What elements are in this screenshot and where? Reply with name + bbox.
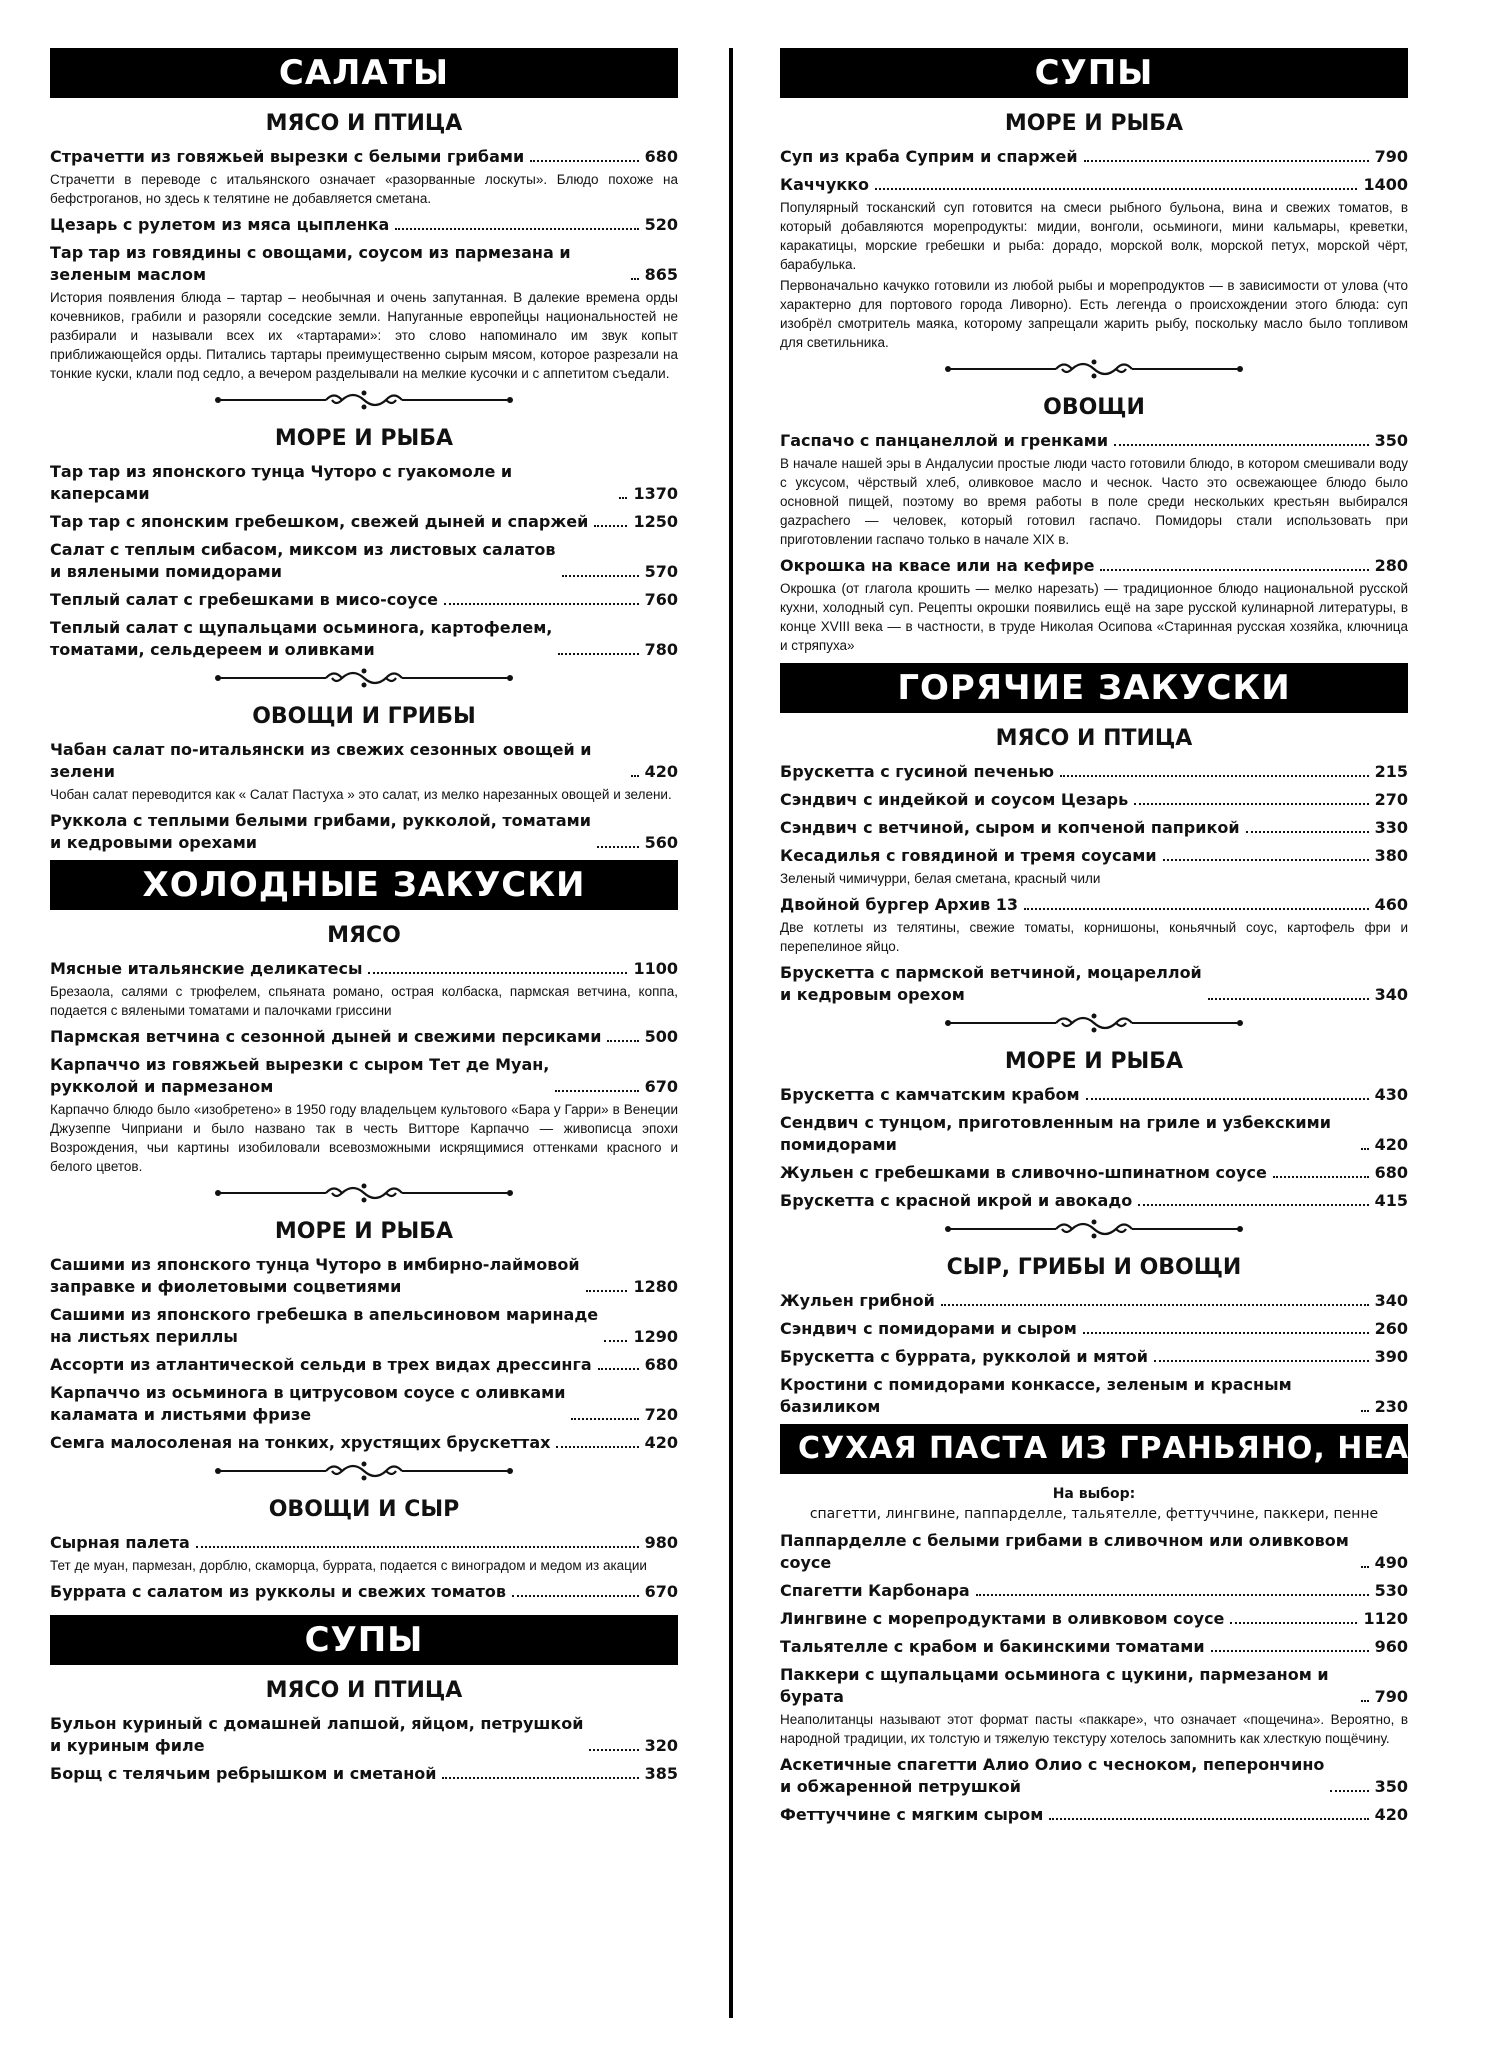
menu-item-name: Сэндвич с ветчиной, сыром и копченой паприкой <box>780 818 1240 837</box>
menu-item-name: Гаспачо с панцанеллой и гренками <box>780 431 1109 450</box>
ornament-divider <box>780 356 1408 382</box>
dot-leader <box>604 1340 627 1342</box>
dot-leader <box>594 525 627 527</box>
menu-item-price: 420 <box>644 1433 678 1452</box>
menu-item-name: Бульон куриный с домашней лапшой, яйцом, петрушкой и куриным филе <box>50 1714 584 1755</box>
dot-leader <box>444 603 639 605</box>
menu-item <box>780 1754 1408 1798</box>
dot-leader <box>1083 1332 1369 1334</box>
menu-item <box>780 761 1408 783</box>
menu-item-price: 790 <box>1374 1687 1408 1706</box>
menu-item-name: Каччукко <box>780 175 869 194</box>
menu-item <box>780 555 1408 577</box>
menu-item-price: 280 <box>1374 556 1408 575</box>
menu-item-description: Брезаола, салями с трюфелем, спьяната романо, острая колбаска, пармская ветчина, коппа, подается с вялеными томатами и палочками гриссини <box>50 984 678 1018</box>
menu-item-name: Двойной бургер Архив 13 <box>780 895 1019 914</box>
menu-item-price: 865 <box>644 265 678 284</box>
dot-leader <box>1211 1650 1369 1652</box>
dot-leader <box>976 1594 1369 1596</box>
dot-leader <box>1361 1148 1369 1150</box>
menu-item <box>780 894 1408 916</box>
menu-item-price: 670 <box>644 1077 678 1096</box>
menu-item <box>780 1804 1408 1826</box>
ornament-icon <box>944 356 1244 382</box>
menu-item-name: Карпаччо из осьминога в цитрусовом соусе с оливками каламата и листьями фризе <box>50 1383 566 1424</box>
dot-leader <box>597 846 639 848</box>
dot-leader <box>1163 859 1369 861</box>
menu-item-price: 570 <box>644 562 678 581</box>
menu-item <box>780 817 1408 839</box>
menu-item <box>50 958 678 980</box>
menu-item-name: Спагетти Карбонара <box>780 1581 970 1600</box>
dot-leader <box>395 228 638 230</box>
menu-list <box>50 461 678 661</box>
menu-item <box>50 1054 678 1098</box>
menu-item <box>780 1530 1408 1574</box>
dot-leader <box>1084 160 1369 162</box>
subheader-cold-meat: МЯСО <box>327 923 401 948</box>
section-header-hot-appetizers: ГОРЯЧИЕ ЗАКУСКИ <box>780 663 1408 713</box>
dot-leader <box>558 653 638 655</box>
dot-leader <box>555 1090 638 1092</box>
menu-item-name: Сырная палета <box>50 1533 190 1552</box>
menu-list <box>780 1530 1408 1826</box>
menu-item-price: 1250 <box>633 512 678 531</box>
menu-item-description: История появления блюда – тартар – необычная и очень запутанная. В далекие времена орды кочевников, грабили и разоряли соседские земли. Напуганные европейцы национальностей не разбирали и называли всех их «тартарами»: это слово напоминало им звук копыт приближающейся орды. Питались тартары преимущественно сырым мясом, которое разрезали на тонкие куски, клали под седло, а вечером разделывали на мелкие кусочки и с аппетитом съедали. <box>50 290 678 381</box>
menu-item <box>50 1382 678 1426</box>
subheader-salads-veg: ОВОЩИ И ГРИБЫ <box>252 704 476 729</box>
menu-item-name: Окрошка на квасе или на кефире <box>780 556 1095 575</box>
menu-item-name: Брускетта с пармской ветчиной, моцареллой и кедровым орехом <box>780 963 1202 1004</box>
dot-leader <box>1361 1700 1369 1702</box>
menu-item-price: 530 <box>1374 1581 1408 1600</box>
menu-item <box>780 845 1408 867</box>
section-header-soups: СУПЫ <box>780 48 1408 98</box>
dot-leader <box>1230 1622 1357 1624</box>
dot-leader <box>571 1418 638 1420</box>
menu-item <box>50 1026 678 1048</box>
menu-item-name: Брускетта с гусиной печенью <box>780 762 1055 781</box>
menu-item-price: 340 <box>1374 1291 1408 1310</box>
menu-item-name: Брускетта с камчатским крабом <box>780 1085 1080 1104</box>
dot-leader <box>442 1777 638 1779</box>
menu-item <box>50 242 678 286</box>
pasta-choice-label: На выбор: <box>1052 1486 1136 1502</box>
subheader-soups-veg: ОВОЩИ <box>1043 395 1145 420</box>
menu-item <box>50 739 678 783</box>
menu-item-name: Сэндвич с помидорами и сыром <box>780 1319 1077 1338</box>
menu-item-name: Борщ с телячьим ребрышком и сметаной <box>50 1764 437 1783</box>
menu-item-name: Феттуччине с мягким сыром <box>780 1805 1044 1824</box>
dot-leader <box>1330 1790 1368 1792</box>
menu-item-name: Пармская ветчина с сезонной дыней и свежими персиками <box>50 1027 602 1046</box>
menu-item <box>780 1580 1408 1602</box>
menu-item-price: 230 <box>1374 1397 1408 1416</box>
dot-leader <box>530 160 638 162</box>
menu-item-price: 260 <box>1374 1319 1408 1338</box>
menu-item-price: 980 <box>644 1533 678 1552</box>
menu-item-price: 680 <box>644 147 678 166</box>
subheader-soups-fish: МОРЕ И РЫБА <box>1004 111 1184 136</box>
subheader-cold-fish: МОРЕ И РЫБА <box>274 1219 454 1244</box>
section-header-salads: САЛАТЫ <box>50 48 678 98</box>
menu-item-description: Страчетти в переводе с итальянского означает «разорванные лоскуты». Блюдо похоже на бефстроганов, но здесь к телятине не добавляется сметана. <box>50 172 678 206</box>
dot-leader <box>941 1304 1369 1306</box>
menu-list <box>780 146 1408 352</box>
dot-leader <box>586 1290 628 1292</box>
menu-item-price: 680 <box>644 1355 678 1374</box>
menu-item-name: Тар тар из японского тунца Чуторо с гуакомоле и каперсами <box>50 462 513 503</box>
menu-item <box>50 511 678 533</box>
left-column <box>50 48 678 1785</box>
menu-item-description: Популярный тосканский суп готовится на смеси рыбного бульона, вина и свежих томатов, в который добавляются морепродукты: мидии, вонголи, осьминоги, мини кальмары, креветки, каракатицы, морские гребешки и рыба: дорадо, морской волк, морской петух, морской чёрт, барабулька. <box>780 200 1408 272</box>
menu-item-name: Салат с теплым сибасом, миксом из листовых салатов и вялеными помидорами <box>50 540 556 581</box>
dot-leader <box>1114 444 1369 446</box>
menu-item <box>780 1374 1408 1418</box>
dot-leader <box>1134 803 1368 805</box>
ornament-divider <box>50 665 678 691</box>
menu-item <box>50 214 678 236</box>
menu-item <box>780 1190 1408 1212</box>
menu-item-price: 1290 <box>633 1327 678 1346</box>
right-column <box>780 48 1511 1826</box>
dot-leader <box>1060 775 1369 777</box>
menu-list <box>780 430 1408 655</box>
ornament-divider <box>50 387 678 413</box>
menu-item-price: 1400 <box>1363 175 1408 194</box>
menu-item-name: Сэндвич с индейкой и соусом Цезарь <box>780 790 1129 809</box>
menu-item-price: 1280 <box>633 1277 678 1296</box>
menu-item <box>780 1636 1408 1658</box>
menu-list <box>50 1713 678 1785</box>
menu-item-price: 380 <box>1374 846 1408 865</box>
subheader-soups-meat: МЯСО И ПТИЦА <box>265 1678 463 1703</box>
menu-item-name: Паккери с щупальцами осьминога с цукини, пармезаном и бурата <box>780 1665 1329 1706</box>
ornament-divider <box>50 1458 678 1484</box>
menu-item-name: Кесадилья с говядиной и тремя соусами <box>780 846 1157 865</box>
menu-item-price: 460 <box>1374 895 1408 914</box>
menu-item-name: Сендвич с тунцом, приготовленным на гриле и узбекскими помидорами <box>780 1113 1331 1154</box>
pasta-choice-list: спагетти, лингвине, паппарделле, тальятелле, феттуччине, паккери, пенне <box>809 1506 1379 1522</box>
section-header-soups-left: СУПЫ <box>50 1615 678 1665</box>
ornament-icon <box>214 387 514 413</box>
menu-item <box>50 617 678 661</box>
menu-list <box>50 958 678 1176</box>
menu-item-description: Зеленый чимичурри, белая сметана, красный чили <box>780 871 1101 886</box>
column-divider <box>729 48 733 2018</box>
menu-item <box>780 1162 1408 1184</box>
menu-item <box>50 1432 678 1454</box>
menu-item-name: Лингвине с морепродуктами в оливковом соусе <box>780 1609 1225 1628</box>
section-header-pasta: СУХАЯ ПАСТА ИЗ ГРАНЬЯНО, НЕАПОЛЬ <box>780 1424 1408 1474</box>
menu-item <box>50 461 678 505</box>
menu-list <box>780 1084 1408 1212</box>
menu-item-description: Карпаччо блюдо было «изобретено» в 1950 году владельцем культового «Бара у Гарри» в Венеции Джузеппе Чиприани и было названо так в честь Витторе Карпаччо — живописца эпохи Возрождения, чьи картины изобиловали всевозможными искрящимися оттенками красного и белого цветов. <box>50 1102 678 1174</box>
menu-item-name: Ассорти из атлантической сельди в трех видах дрессинга <box>50 1355 592 1374</box>
ornament-divider <box>780 1216 1408 1242</box>
menu-item-price: 270 <box>1374 790 1408 809</box>
subheader-hot-fish: МОРЕ И РЫБА <box>1004 1049 1184 1074</box>
dot-leader <box>562 575 639 577</box>
menu-item-description: Чобан салат переводится как « Салат Пастуха » это салат, из мелко нарезанных овощей и зелени. <box>50 787 672 802</box>
menu-item-price: 420 <box>644 762 678 781</box>
menu-item-name: Карпаччо из говяжьей вырезки с сыром Тет де Муан, рукколой и пармезаном <box>50 1055 550 1096</box>
menu-item-price: 780 <box>644 640 678 659</box>
menu-item-name: Паппарделле с белыми грибами в сливочном или оливковом соусе <box>780 1531 1349 1572</box>
menu-item-price: 490 <box>1374 1553 1408 1572</box>
subheader-hot-cheese: СЫР, ГРИБЫ И ОВОЩИ <box>946 1255 1242 1280</box>
dot-leader <box>607 1040 638 1042</box>
menu-item <box>780 962 1408 1006</box>
menu-item-name: Страчетти из говяжьей вырезки с белыми грибами <box>50 147 525 166</box>
section-header-cold-appetizers: ХОЛОДНЫЕ ЗАКУСКИ <box>50 860 678 910</box>
dot-leader <box>598 1368 639 1370</box>
menu-item <box>780 1664 1408 1708</box>
menu-item-name: Суп из краба Суприм и спаржей <box>780 147 1078 166</box>
menu-item-name: Семга малосоленая на тонких, хрустящих брускеттах <box>50 1433 551 1452</box>
menu-item-price: 340 <box>1374 985 1408 1004</box>
menu-item-price: 390 <box>1374 1347 1408 1366</box>
menu-item-name: Теплый салат с щупальцами осьминога, картофелем, томатами, сельдереем и оливками <box>50 618 553 659</box>
menu-list <box>50 739 678 854</box>
dot-leader <box>1100 569 1368 571</box>
subheader-cold-cheese: ОВОЩИ И СЫР <box>268 1497 460 1522</box>
dot-leader <box>1086 1098 1369 1100</box>
dot-leader <box>1246 831 1369 833</box>
menu-item <box>780 789 1408 811</box>
menu-item-name: Мясные итальянские деликатесы <box>50 959 363 978</box>
menu-item <box>50 810 678 854</box>
menu-item-name: Руккола с теплыми белыми грибами, рукколой, томатами и кедровыми орехами <box>50 811 591 852</box>
menu-item <box>50 146 678 168</box>
dot-leader <box>1361 1566 1369 1568</box>
dot-leader <box>631 278 639 280</box>
menu-item-price: 670 <box>644 1582 678 1601</box>
menu-item-name: Кростини с помидорами конкассе, зеленым и красным базиликом <box>780 1375 1292 1416</box>
menu-item-price: 500 <box>644 1027 678 1046</box>
dot-leader <box>619 497 627 499</box>
dot-leader <box>512 1595 639 1597</box>
menu-list <box>50 1532 678 1603</box>
menu-item-price: 760 <box>644 590 678 609</box>
menu-item-price: 415 <box>1374 1191 1408 1210</box>
dot-leader <box>1138 1204 1368 1206</box>
menu-item-name: Аскетичные спагетти Алио Олио с чесноком, пеперончино и обжаренной петрушкой <box>780 1755 1325 1796</box>
menu-item-description: В начале нашей эры в Андалусии простые люди часто готовили блюдо, в котором смешивали воду с уксусом, чёрствый хлеб, оливковое масло и чеснок. Часто это освежающее блюдо было основной пищей, поэтому во время работы в поле среди нескольких крестьян выбирался gazpachero — человек, который готовил гаспачо. Помидоры стали использовать при приготовлении гаспачо только в начале XIX в. <box>780 456 1408 547</box>
menu-item-description: Две котлеты из телятины, свежие томаты, корнишоны, коньячный соус, картофель фри и перепелиное яйцо. <box>780 920 1408 954</box>
menu-item-name: Тальятелле с крабом и бакинскими томатами <box>780 1637 1205 1656</box>
menu-item-price: 520 <box>644 215 678 234</box>
menu-item-name: Сашими из японского тунца Чуторо в имбирно-лаймовой заправке и фиолетовыми соцветиями <box>50 1255 580 1296</box>
menu-item-price: 960 <box>1374 1637 1408 1656</box>
menu-item-description: Тет де муан, пармезан, дорблю, скаморца, буррата, подается с виноградом и медом из акации <box>50 1558 647 1573</box>
dot-leader <box>631 775 639 777</box>
dot-leader <box>1273 1176 1369 1178</box>
menu-item-name: Брускетта с красной икрой и авокадо <box>780 1191 1133 1210</box>
menu-item-price: 385 <box>644 1764 678 1783</box>
menu-item-name: Тар тар с японским гребешком, свежей дыней и спаржей <box>50 512 589 531</box>
menu-item <box>780 146 1408 168</box>
menu-item <box>780 430 1408 452</box>
menu-list <box>50 146 678 383</box>
menu-item-name: Буррата с салатом из рукколы и свежих томатов <box>50 1582 506 1601</box>
menu-item-price: 1100 <box>633 959 678 978</box>
menu-item-price: 1370 <box>633 484 678 503</box>
menu-item-price: 720 <box>644 1405 678 1424</box>
menu-item <box>50 1254 678 1298</box>
menu-item-name: Тар тар из говядины с овощами, соусом из пармезана и зеленым маслом <box>50 243 571 284</box>
menu-item-price: 330 <box>1374 818 1408 837</box>
menu-list <box>780 1290 1408 1418</box>
ornament-icon <box>214 665 514 691</box>
menu-item <box>780 1290 1408 1312</box>
menu-item-price: 350 <box>1374 431 1408 450</box>
menu-item-name: Чабан салат по-итальянски из свежих сезонных овощей и зелени <box>50 740 592 781</box>
menu-item-name: Цезарь с рулетом из мяса цыпленка <box>50 215 390 234</box>
menu-item-name: Теплый салат с гребешками в мисо-соусе <box>50 590 439 609</box>
dot-leader <box>1154 1360 1369 1362</box>
dot-leader <box>196 1546 639 1548</box>
menu-item-price: 215 <box>1374 762 1408 781</box>
subheader-hot-meat: МЯСО И ПТИЦА <box>995 726 1193 751</box>
menu-item <box>780 1084 1408 1106</box>
menu-item-price: 420 <box>1374 1805 1408 1824</box>
menu-item-name: Брускетта с буррата, рукколой и мятой <box>780 1347 1148 1366</box>
menu-item-price: 320 <box>644 1736 678 1755</box>
menu-item <box>50 1354 678 1376</box>
ornament-icon <box>214 1180 514 1206</box>
menu-list <box>780 761 1408 1006</box>
menu-item-price: 430 <box>1374 1085 1408 1104</box>
menu-item-price: 680 <box>1374 1163 1408 1182</box>
dot-leader <box>1024 908 1369 910</box>
menu-item <box>50 1763 678 1785</box>
dot-leader <box>1208 998 1369 1000</box>
menu-item-name: Жульен грибной <box>780 1291 935 1310</box>
menu-item-description: Неаполитанцы называют этот формат пасты «паккаре», что означает «пощечина». Вероятно, в народной традиции, их толстую и тяжелую текстуру хотелось запомнить как хлесткую пощёчину. <box>780 1712 1408 1746</box>
dot-leader <box>1361 1410 1369 1412</box>
ornament-icon <box>944 1010 1244 1036</box>
menu-list <box>50 1254 678 1454</box>
menu-item <box>780 1608 1408 1630</box>
ornament-icon <box>214 1458 514 1484</box>
menu-item-price: 350 <box>1374 1777 1408 1796</box>
ornament-divider <box>780 1010 1408 1036</box>
subheader-salads-meat: МЯСО И ПТИЦА <box>265 111 463 136</box>
menu-item <box>780 1346 1408 1368</box>
dot-leader <box>368 972 627 974</box>
menu-item <box>50 539 678 583</box>
menu-item-price: 560 <box>644 833 678 852</box>
menu-item <box>50 1713 678 1757</box>
ornament-divider <box>50 1180 678 1206</box>
dot-leader <box>589 1749 638 1751</box>
dot-leader <box>875 188 1357 190</box>
menu-item-description: Первоначально качукко готовили из любой рыбы и морепродуктов — в зависимости от улова (что характерно для портового города Ливорно). Есть легенда о происхождении этого блюда: суп изобрёл смотритель маяка, которому запрещали жарить рыбу, поскольку масло было топливом для светильника. <box>780 278 1408 350</box>
subheader-salads-fish: МОРЕ И РЫБА <box>274 426 454 451</box>
menu-item <box>50 1304 678 1348</box>
menu-item-price: 420 <box>1374 1135 1408 1154</box>
menu-item <box>780 174 1408 196</box>
menu-item <box>780 1112 1408 1156</box>
menu-item <box>50 589 678 611</box>
dot-leader <box>556 1446 638 1448</box>
menu-item <box>50 1532 678 1554</box>
menu-item-description: Окрошка (от глагола крошить — мелко нарезать) — традиционное блюдо национальной русской кухни, холодный суп. Рецепты окрошки появились ещё на заре русской кулинарной литературы, в конце XVIII века — в частности, в труде Николая Осипова «Старинная русская хозяйка, ключница и стряпуха» <box>780 581 1408 653</box>
dot-leader <box>1049 1818 1368 1820</box>
menu-item-price: 1120 <box>1363 1609 1408 1628</box>
ornament-icon <box>944 1216 1244 1242</box>
menu-item-name: Жульен с гребешками в сливочно-шпинатном соусе <box>780 1163 1267 1182</box>
menu-item-name: Сашими из японского гребешка в апельсиновом маринаде на листьях периллы <box>50 1305 599 1346</box>
menu-item <box>50 1581 678 1603</box>
menu-item-price: 790 <box>1374 147 1408 166</box>
menu-item <box>780 1318 1408 1340</box>
